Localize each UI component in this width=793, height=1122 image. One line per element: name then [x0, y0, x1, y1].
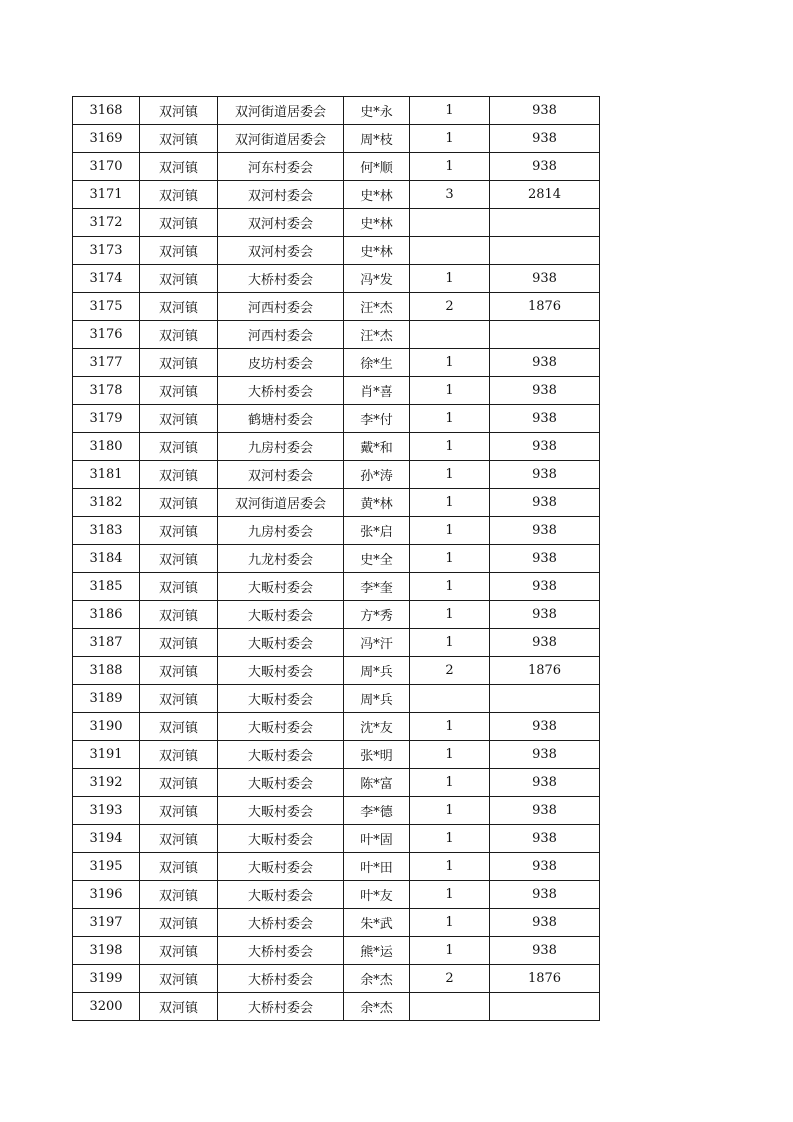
- household-count-cell: 1: [410, 433, 490, 461]
- serial-number-cell: 3200: [73, 993, 140, 1021]
- table-row: [73, 237, 600, 265]
- household-count-cell: 1: [410, 909, 490, 937]
- household-count-cell: 1: [410, 629, 490, 657]
- serial-number-cell: 3181: [73, 461, 140, 489]
- table-row: [73, 321, 600, 349]
- household-count-cell: 3: [410, 181, 490, 209]
- amount-cell: 938: [490, 349, 600, 377]
- person-name-cell: 叶*友: [344, 881, 410, 909]
- serial-number-cell: 3187: [73, 629, 140, 657]
- person-name-cell: 张*启: [344, 517, 410, 545]
- village-committee-cell: 大桥村委会: [218, 937, 344, 965]
- village-committee-cell: 九龙村委会: [218, 545, 344, 573]
- serial-number-cell: 3198: [73, 937, 140, 965]
- amount-cell: 938: [490, 517, 600, 545]
- serial-number-cell: 3194: [73, 825, 140, 853]
- town-cell: 双河镇: [140, 209, 218, 237]
- table-row: [73, 881, 600, 909]
- person-name-cell: 汪*杰: [344, 293, 410, 321]
- table-row: [73, 713, 600, 741]
- amount-cell: 938: [490, 489, 600, 517]
- amount-cell: 938: [490, 713, 600, 741]
- household-count-cell: 1: [410, 741, 490, 769]
- table-row: [73, 909, 600, 937]
- town-cell: 双河镇: [140, 153, 218, 181]
- household-count-cell: 1: [410, 517, 490, 545]
- town-cell: 双河镇: [140, 321, 218, 349]
- serial-number-cell: 3189: [73, 685, 140, 713]
- village-committee-cell: 大畈村委会: [218, 769, 344, 797]
- amount-cell: 938: [490, 797, 600, 825]
- village-committee-cell: 大桥村委会: [218, 965, 344, 993]
- household-count-cell: 1: [410, 797, 490, 825]
- town-cell: 双河镇: [140, 237, 218, 265]
- amount-cell: 938: [490, 853, 600, 881]
- person-name-cell: 陈*富: [344, 769, 410, 797]
- household-count-cell: 1: [410, 461, 490, 489]
- amount-cell: 938: [490, 629, 600, 657]
- village-committee-cell: 双河街道居委会: [218, 125, 344, 153]
- town-cell: 双河镇: [140, 825, 218, 853]
- household-count-cell: 1: [410, 265, 490, 293]
- household-count-cell: 2: [410, 293, 490, 321]
- town-cell: 双河镇: [140, 489, 218, 517]
- serial-number-cell: 3179: [73, 405, 140, 433]
- town-cell: 双河镇: [140, 545, 218, 573]
- town-cell: 双河镇: [140, 629, 218, 657]
- household-count-cell: 1: [410, 97, 490, 125]
- table-row: [73, 433, 600, 461]
- town-cell: 双河镇: [140, 377, 218, 405]
- person-name-cell: 徐*生: [344, 349, 410, 377]
- person-name-cell: 余*杰: [344, 965, 410, 993]
- amount-cell: 938: [490, 769, 600, 797]
- amount-cell: 938: [490, 573, 600, 601]
- person-name-cell: 李*奎: [344, 573, 410, 601]
- amount-cell: 938: [490, 125, 600, 153]
- serial-number-cell: 3169: [73, 125, 140, 153]
- household-count-cell: 1: [410, 349, 490, 377]
- serial-number-cell: 3174: [73, 265, 140, 293]
- amount-cell: 938: [490, 909, 600, 937]
- household-count-cell: 2: [410, 657, 490, 685]
- roster-table-body: [73, 97, 600, 1021]
- serial-number-cell: 3178: [73, 377, 140, 405]
- village-committee-cell: 河西村委会: [218, 321, 344, 349]
- village-committee-cell: 河西村委会: [218, 293, 344, 321]
- amount-cell: 1876: [490, 293, 600, 321]
- person-name-cell: 余*杰: [344, 993, 410, 1021]
- table-row: [73, 937, 600, 965]
- table-row: [73, 181, 600, 209]
- household-count-cell: [410, 209, 490, 237]
- town-cell: 双河镇: [140, 349, 218, 377]
- serial-number-cell: 3172: [73, 209, 140, 237]
- table-row: [73, 657, 600, 685]
- village-committee-cell: 双河街道居委会: [218, 97, 344, 125]
- amount-cell: [490, 209, 600, 237]
- village-committee-cell: 河东村委会: [218, 153, 344, 181]
- table-row: [73, 741, 600, 769]
- person-name-cell: 周*兵: [344, 657, 410, 685]
- table-row: [73, 853, 600, 881]
- town-cell: 双河镇: [140, 601, 218, 629]
- serial-number-cell: 3185: [73, 573, 140, 601]
- person-name-cell: 张*明: [344, 741, 410, 769]
- serial-number-cell: 3176: [73, 321, 140, 349]
- amount-cell: 938: [490, 937, 600, 965]
- table-row: [73, 489, 600, 517]
- person-name-cell: 周*兵: [344, 685, 410, 713]
- household-count-cell: 1: [410, 601, 490, 629]
- town-cell: 双河镇: [140, 573, 218, 601]
- table-row: [73, 153, 600, 181]
- serial-number-cell: 3199: [73, 965, 140, 993]
- person-name-cell: 史*林: [344, 181, 410, 209]
- town-cell: 双河镇: [140, 685, 218, 713]
- table-row: [73, 573, 600, 601]
- household-count-cell: [410, 237, 490, 265]
- amount-cell: [490, 993, 600, 1021]
- table-row: [73, 293, 600, 321]
- village-committee-cell: 大畈村委会: [218, 853, 344, 881]
- village-committee-cell: 双河村委会: [218, 461, 344, 489]
- household-count-cell: 1: [410, 405, 490, 433]
- household-count-cell: 1: [410, 545, 490, 573]
- serial-number-cell: 3191: [73, 741, 140, 769]
- table-row: [73, 377, 600, 405]
- village-committee-cell: 双河村委会: [218, 181, 344, 209]
- person-name-cell: 沈*友: [344, 713, 410, 741]
- table-row: [73, 125, 600, 153]
- amount-cell: 938: [490, 881, 600, 909]
- person-name-cell: 史*全: [344, 545, 410, 573]
- table-row: [73, 97, 600, 125]
- table-row: [73, 517, 600, 545]
- household-count-cell: 1: [410, 713, 490, 741]
- serial-number-cell: 3190: [73, 713, 140, 741]
- person-name-cell: 孙*涛: [344, 461, 410, 489]
- amount-cell: 938: [490, 265, 600, 293]
- village-committee-cell: 九房村委会: [218, 517, 344, 545]
- serial-number-cell: 3197: [73, 909, 140, 937]
- household-count-cell: [410, 321, 490, 349]
- person-name-cell: 黄*林: [344, 489, 410, 517]
- household-count-cell: 1: [410, 153, 490, 181]
- household-count-cell: 2: [410, 965, 490, 993]
- serial-number-cell: 3196: [73, 881, 140, 909]
- serial-number-cell: 3180: [73, 433, 140, 461]
- amount-cell: 1876: [490, 657, 600, 685]
- person-name-cell: 汪*杰: [344, 321, 410, 349]
- village-committee-cell: 大桥村委会: [218, 993, 344, 1021]
- amount-cell: 938: [490, 461, 600, 489]
- amount-cell: 938: [490, 601, 600, 629]
- person-name-cell: 何*顺: [344, 153, 410, 181]
- person-name-cell: 冯*汗: [344, 629, 410, 657]
- village-committee-cell: 大畈村委会: [218, 573, 344, 601]
- town-cell: 双河镇: [140, 125, 218, 153]
- person-name-cell: 戴*和: [344, 433, 410, 461]
- household-count-cell: 1: [410, 489, 490, 517]
- table-row: [73, 797, 600, 825]
- village-committee-cell: 九房村委会: [218, 433, 344, 461]
- town-cell: 双河镇: [140, 713, 218, 741]
- person-name-cell: 李*德: [344, 797, 410, 825]
- town-cell: 双河镇: [140, 853, 218, 881]
- table-row: [73, 825, 600, 853]
- village-committee-cell: 大畈村委会: [218, 825, 344, 853]
- town-cell: 双河镇: [140, 797, 218, 825]
- town-cell: 双河镇: [140, 993, 218, 1021]
- serial-number-cell: 3184: [73, 545, 140, 573]
- village-committee-cell: 双河街道居委会: [218, 489, 344, 517]
- household-count-cell: 1: [410, 937, 490, 965]
- amount-cell: [490, 321, 600, 349]
- table-row: [73, 993, 600, 1021]
- village-committee-cell: 大畈村委会: [218, 713, 344, 741]
- town-cell: 双河镇: [140, 265, 218, 293]
- village-committee-cell: 大桥村委会: [218, 909, 344, 937]
- table-row: [73, 629, 600, 657]
- serial-number-cell: 3188: [73, 657, 140, 685]
- serial-number-cell: 3170: [73, 153, 140, 181]
- amount-cell: 938: [490, 153, 600, 181]
- town-cell: 双河镇: [140, 741, 218, 769]
- serial-number-cell: 3177: [73, 349, 140, 377]
- person-name-cell: 史*永: [344, 97, 410, 125]
- serial-number-cell: 3182: [73, 489, 140, 517]
- amount-cell: 938: [490, 377, 600, 405]
- serial-number-cell: 3168: [73, 97, 140, 125]
- town-cell: 双河镇: [140, 181, 218, 209]
- table-row: [73, 601, 600, 629]
- town-cell: 双河镇: [140, 97, 218, 125]
- serial-number-cell: 3183: [73, 517, 140, 545]
- village-committee-cell: 大畈村委会: [218, 685, 344, 713]
- table-row: [73, 265, 600, 293]
- amount-cell: 938: [490, 97, 600, 125]
- household-count-cell: 1: [410, 881, 490, 909]
- town-cell: 双河镇: [140, 937, 218, 965]
- serial-number-cell: 3171: [73, 181, 140, 209]
- village-committee-cell: 双河村委会: [218, 209, 344, 237]
- person-name-cell: 方*秀: [344, 601, 410, 629]
- amount-cell: 938: [490, 825, 600, 853]
- amount-cell: 938: [490, 545, 600, 573]
- amount-cell: 938: [490, 433, 600, 461]
- village-committee-cell: 大畈村委会: [218, 881, 344, 909]
- household-count-cell: 1: [410, 377, 490, 405]
- serial-number-cell: 3193: [73, 797, 140, 825]
- amount-cell: 938: [490, 405, 600, 433]
- town-cell: 双河镇: [140, 517, 218, 545]
- table-row: [73, 349, 600, 377]
- person-name-cell: 肖*喜: [344, 377, 410, 405]
- serial-number-cell: 3192: [73, 769, 140, 797]
- amount-cell: 2814: [490, 181, 600, 209]
- person-name-cell: 史*林: [344, 209, 410, 237]
- table-row: [73, 769, 600, 797]
- village-committee-cell: 大畈村委会: [218, 657, 344, 685]
- town-cell: 双河镇: [140, 909, 218, 937]
- village-committee-cell: 皮坊村委会: [218, 349, 344, 377]
- household-count-cell: 1: [410, 573, 490, 601]
- serial-number-cell: 3175: [73, 293, 140, 321]
- table-row: [73, 545, 600, 573]
- town-cell: 双河镇: [140, 461, 218, 489]
- person-name-cell: 熊*运: [344, 937, 410, 965]
- amount-cell: 938: [490, 741, 600, 769]
- serial-number-cell: 3186: [73, 601, 140, 629]
- table-row: [73, 461, 600, 489]
- serial-number-cell: 3195: [73, 853, 140, 881]
- town-cell: 双河镇: [140, 405, 218, 433]
- village-committee-cell: 大畈村委会: [218, 797, 344, 825]
- person-name-cell: 朱*武: [344, 909, 410, 937]
- person-name-cell: 叶*田: [344, 853, 410, 881]
- village-committee-cell: 大畈村委会: [218, 741, 344, 769]
- village-committee-cell: 鹤塘村委会: [218, 405, 344, 433]
- household-count-cell: [410, 993, 490, 1021]
- town-cell: 双河镇: [140, 965, 218, 993]
- village-committee-cell: 双河村委会: [218, 237, 344, 265]
- household-count-cell: 1: [410, 825, 490, 853]
- person-name-cell: 周*枝: [344, 125, 410, 153]
- person-name-cell: 冯*发: [344, 265, 410, 293]
- household-count-cell: [410, 685, 490, 713]
- amount-cell: [490, 685, 600, 713]
- person-name-cell: 李*付: [344, 405, 410, 433]
- table-row: [73, 405, 600, 433]
- roster-table: [72, 96, 600, 1021]
- village-committee-cell: 大桥村委会: [218, 377, 344, 405]
- person-name-cell: 叶*固: [344, 825, 410, 853]
- household-count-cell: 1: [410, 769, 490, 797]
- village-committee-cell: 大桥村委会: [218, 265, 344, 293]
- town-cell: 双河镇: [140, 433, 218, 461]
- household-count-cell: 1: [410, 125, 490, 153]
- household-count-cell: 1: [410, 853, 490, 881]
- person-name-cell: 史*林: [344, 237, 410, 265]
- town-cell: 双河镇: [140, 769, 218, 797]
- amount-cell: [490, 237, 600, 265]
- table-row: [73, 965, 600, 993]
- serial-number-cell: 3173: [73, 237, 140, 265]
- table-row: [73, 685, 600, 713]
- village-committee-cell: 大畈村委会: [218, 601, 344, 629]
- table-row: [73, 209, 600, 237]
- town-cell: 双河镇: [140, 293, 218, 321]
- village-committee-cell: 大畈村委会: [218, 629, 344, 657]
- town-cell: 双河镇: [140, 881, 218, 909]
- amount-cell: 1876: [490, 965, 600, 993]
- town-cell: 双河镇: [140, 657, 218, 685]
